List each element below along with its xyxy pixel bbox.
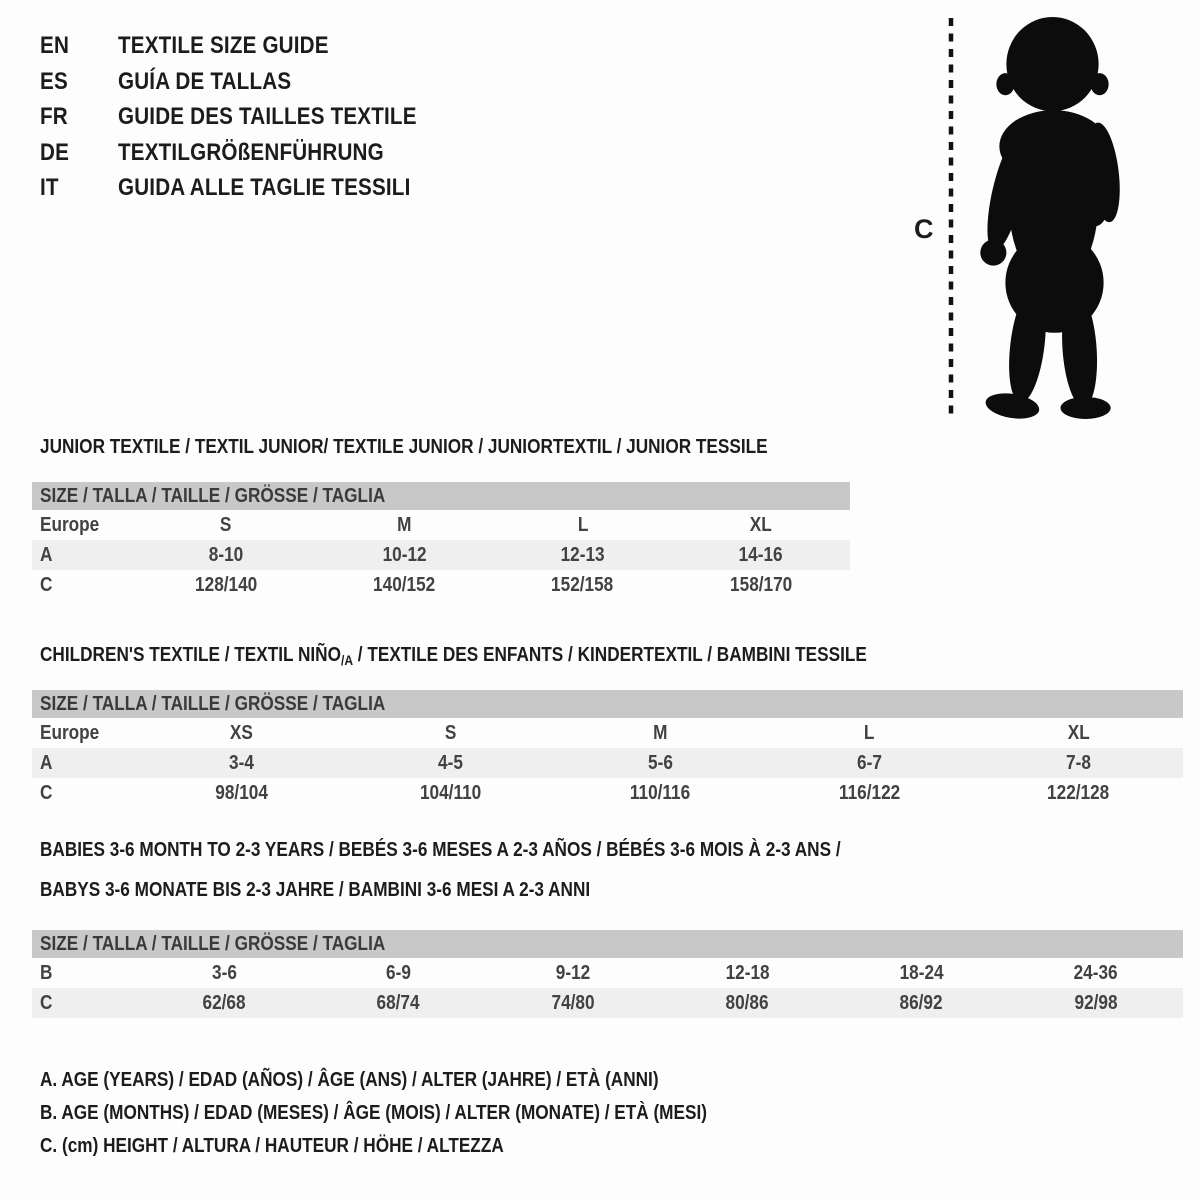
table-cell: 9-12 bbox=[555, 962, 591, 984]
row-label: C bbox=[40, 992, 53, 1014]
table-cell: 68/74 bbox=[376, 992, 421, 1014]
language-code: EN bbox=[40, 32, 70, 59]
table-cell: 12-18 bbox=[725, 962, 770, 984]
legend-line: A. AGE (YEARS) / EDAD (AÑOS) / ÂGE (ANS) / ALTER (JAHRE) / ETÀ (ANNI) bbox=[40, 1069, 659, 1091]
table-row bbox=[32, 718, 1183, 748]
table-row bbox=[32, 540, 850, 570]
table-cell: 6-7 bbox=[856, 752, 882, 774]
row-label: Europe bbox=[40, 722, 100, 744]
table-cell: L bbox=[863, 722, 875, 744]
table-row bbox=[32, 778, 1183, 808]
row-label: Europe bbox=[40, 514, 100, 536]
table-cell: M bbox=[397, 514, 412, 536]
table-cell: 128/140 bbox=[195, 574, 258, 596]
junior-section-title: JUNIOR TEXTILE / TEXTIL JUNIOR/ TEXTILE JUNIOR / JUNIORTEXTIL / JUNIOR TESSILE bbox=[40, 436, 768, 458]
table-cell: 10-12 bbox=[382, 544, 427, 566]
table-cell: 7-8 bbox=[1065, 752, 1091, 774]
table-cell: 74/80 bbox=[551, 992, 595, 1014]
language-row bbox=[40, 135, 465, 171]
table-row bbox=[32, 988, 1183, 1018]
table-cell: 140/152 bbox=[373, 574, 436, 596]
legend bbox=[40, 1064, 816, 1163]
table-row bbox=[32, 510, 850, 540]
language-row bbox=[40, 64, 465, 100]
size-band-header: SIZE / TALLA / TAILLE / GRÖSSE / TAGLIA bbox=[32, 930, 1183, 958]
table-cell: 4-5 bbox=[438, 752, 464, 774]
table-cell: 104/110 bbox=[420, 782, 482, 804]
table-cell: 62/68 bbox=[202, 992, 246, 1014]
language-title: GUIDA ALLE TAGLIE TESSILI bbox=[118, 174, 411, 201]
babies-size-table bbox=[32, 930, 1183, 1018]
table-cell: S bbox=[445, 722, 457, 744]
height-measure-label: C bbox=[914, 214, 934, 244]
table-cell: 3-6 bbox=[211, 962, 237, 984]
language-title: TEXTILE SIZE GUIDE bbox=[118, 32, 329, 59]
table-cell: 8-10 bbox=[208, 544, 244, 566]
language-title: GUIDE DES TAILLES TEXTILE bbox=[118, 103, 417, 130]
toddler-silhouette-icon bbox=[964, 14, 1144, 420]
table-cell: 116/122 bbox=[838, 782, 900, 804]
table-cell: XS bbox=[230, 722, 254, 744]
table-cell: L bbox=[577, 514, 588, 536]
table-cell: XL bbox=[749, 514, 772, 536]
table-cell: 122/128 bbox=[1047, 782, 1110, 804]
language-code: FR bbox=[40, 103, 68, 130]
language-code: ES bbox=[40, 67, 68, 95]
table-cell: 110/116 bbox=[629, 782, 691, 804]
table-cell: 18-24 bbox=[899, 962, 944, 984]
language-row bbox=[40, 99, 465, 135]
babies-section-title: BABIES 3-6 MONTH TO 2-3 YEARS / BEBÉS 3-6 MESES A 2-3 AÑOS / BÉBÉS 3-6 MOIS À 2-3 ANS / BABYS 3-6 MONATE BIS 2-3 JAHRE / BAMBINI 3-6 MESI A 2-3 ANNI bbox=[40, 839, 841, 901]
table-cell: 98/104 bbox=[215, 782, 268, 804]
junior-size-table bbox=[32, 482, 850, 600]
table-cell: 80/86 bbox=[725, 992, 769, 1014]
table-row bbox=[32, 748, 1183, 778]
language-list bbox=[40, 28, 465, 206]
row-label: C bbox=[40, 574, 53, 596]
children-size-table bbox=[32, 690, 1183, 808]
table-cell: 5-6 bbox=[647, 752, 673, 774]
baby-figure bbox=[900, 12, 1160, 422]
table-cell: 14-16 bbox=[738, 544, 783, 566]
table-cell: 86/92 bbox=[899, 992, 943, 1014]
language-title: GUÍA DE TALLAS bbox=[118, 67, 292, 95]
table-row bbox=[32, 958, 1183, 988]
table-cell: 12-13 bbox=[560, 544, 605, 566]
language-row bbox=[40, 28, 465, 64]
table-row bbox=[32, 570, 850, 600]
language-title: TEXTILGRÖßENFÜHRUNG bbox=[118, 138, 384, 166]
table-cell: M bbox=[652, 722, 668, 744]
children-section-title: CHILDREN'S TEXTILE / TEXTIL $NIÑO_{/A}$ / TEXTILE DES ENFANTS / KINDERTEXTIL / BAMBINI TESSILE bbox=[40, 644, 867, 668]
table-cell: XL bbox=[1067, 722, 1090, 744]
language-code: DE bbox=[40, 138, 70, 166]
row-label: A bbox=[40, 752, 53, 774]
table-cell: 6-9 bbox=[386, 962, 411, 984]
table-cell: S bbox=[220, 514, 232, 536]
row-label: C bbox=[40, 782, 53, 804]
row-label: B bbox=[40, 962, 53, 984]
legend-line: C. (cm) HEIGHT / ALTURA / HAUTEUR / HÖHE / ALTEZZA bbox=[40, 1135, 504, 1157]
size-band-header: SIZE / TALLA / TAILLE / GRÖSSE / TAGLIA bbox=[32, 690, 1183, 718]
nino-a-subscript: /A bbox=[340, 652, 354, 668]
row-label: A bbox=[40, 544, 53, 566]
table-cell: 3-4 bbox=[229, 752, 255, 774]
table-cell: 24-36 bbox=[1073, 962, 1118, 984]
size-band-header: SIZE / TALLA / TAILLE / GRÖSSE / TAGLIA bbox=[32, 482, 850, 510]
height-measure-dashed-line bbox=[948, 18, 954, 416]
language-code: IT bbox=[40, 174, 59, 201]
table-cell: 158/170 bbox=[729, 574, 792, 596]
table-cell: 92/98 bbox=[1074, 992, 1118, 1014]
legend-line: B. AGE (MONTHS) / EDAD (MESES) / ÂGE (MOIS) / ALTER (MONATE) / ETÀ (MESI) bbox=[40, 1102, 707, 1124]
language-row bbox=[40, 170, 465, 206]
table-cell: 152/158 bbox=[551, 574, 614, 596]
